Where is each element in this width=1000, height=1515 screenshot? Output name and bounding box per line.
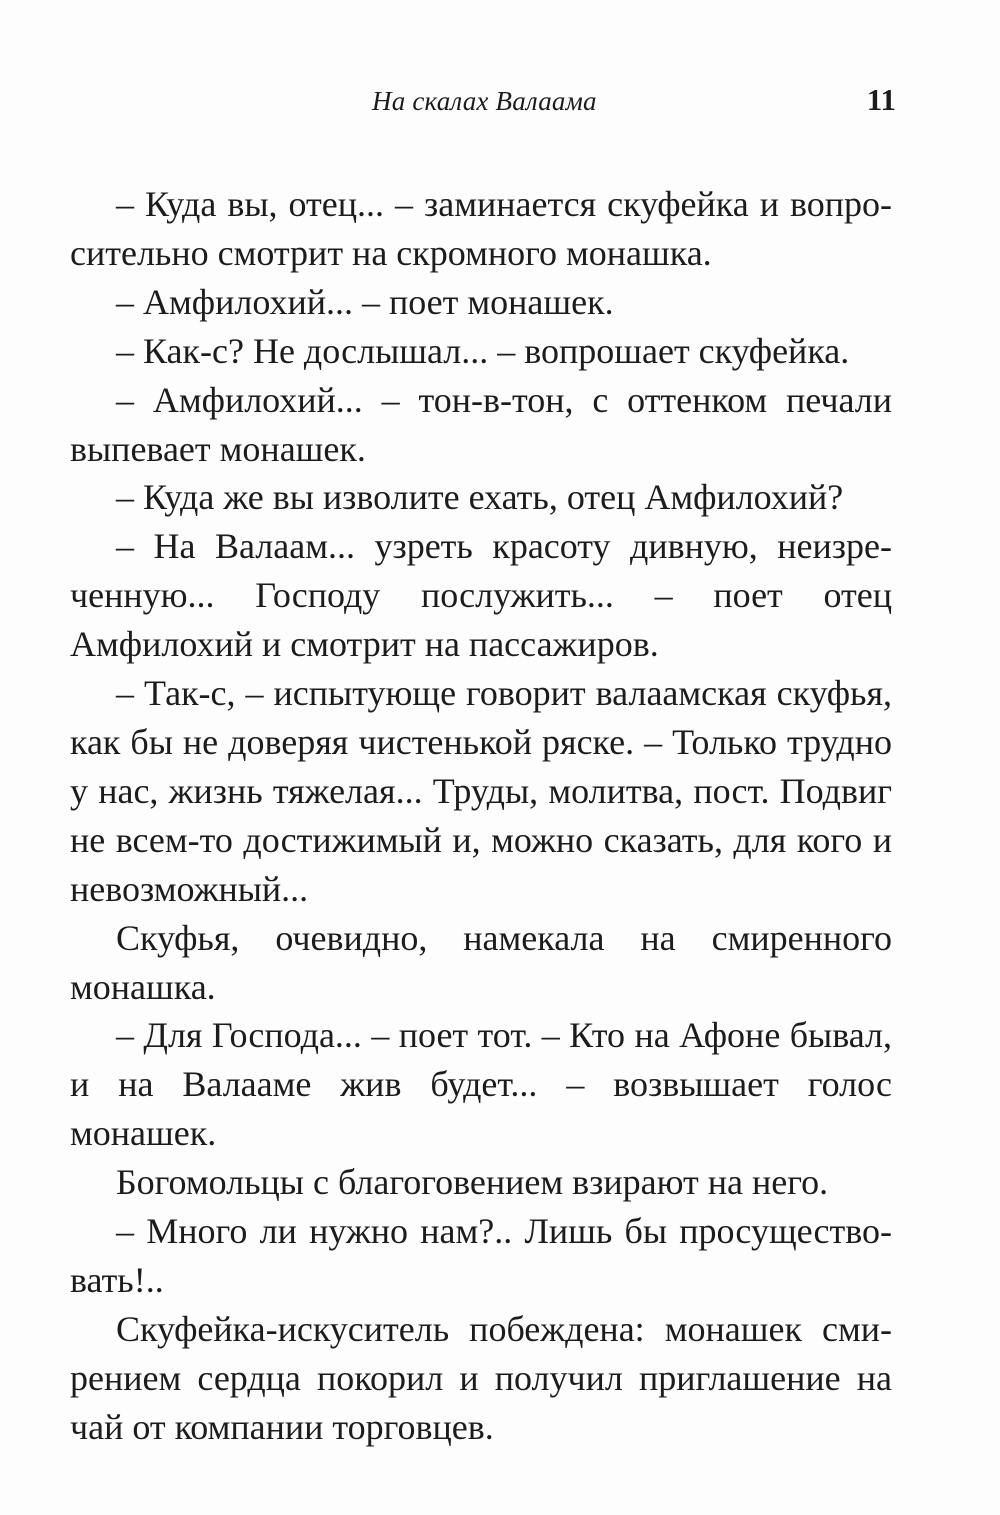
running-head <box>0 80 1000 124</box>
paragraph: – Как-с? Не дослышал... – вопрошает скуфейка. <box>116 330 850 371</box>
paragraph: – Так-с, – испытующе говорит валаамская скуфья, как бы не доверяя чистенькой ряске. – Только трудно у нас, жизнь тяжелая... Труды, молитва, пост. Подвиг не всем-то достижимый и, можно сказать, для кого и невозможный... <box>70 673 892 909</box>
page-number: 11 <box>866 82 896 117</box>
paragraph: – На Валаам... узреть красоту дивную, неизреченную... Господу послужить... – поет отец Амфилохий и смотрит на пассажиров. <box>70 526 892 665</box>
paragraph: – Для Господа... – поет тот. – Кто на Афоне бывал, и на Валааме жив будет... – возвышает голос монашек. <box>70 1015 892 1154</box>
paragraph: Скуфья, очевидно, намекала на смиренного монашка. <box>70 917 892 1007</box>
paragraph: Скуфейка-искуситель побеждена: монашек смирением сердца покорил и получил приглашение на чай от компании торговцев. <box>70 1308 892 1447</box>
paragraph: – Много ли нужно нам?.. Лишь бы просуществовать!.. <box>70 1211 892 1300</box>
paragraph: – Куда же вы изволите ехать, отец Амфилохий? <box>116 477 844 518</box>
paragraph: Богомольцы с благоговением взирают на него. <box>116 1162 829 1203</box>
paragraph: – Амфилохий... – тон-в-тон, с оттенком печали выпевает монашек. <box>70 379 892 469</box>
body-text <box>70 180 892 1452</box>
running-title: На скалах Валаама <box>372 86 597 116</box>
paragraph: – Амфилохий... – поет монашек. <box>116 281 614 322</box>
paragraph: – Куда вы, отец... – заминается скуфейка и вопросительно смотрит на скромного монашка. <box>70 184 892 273</box>
